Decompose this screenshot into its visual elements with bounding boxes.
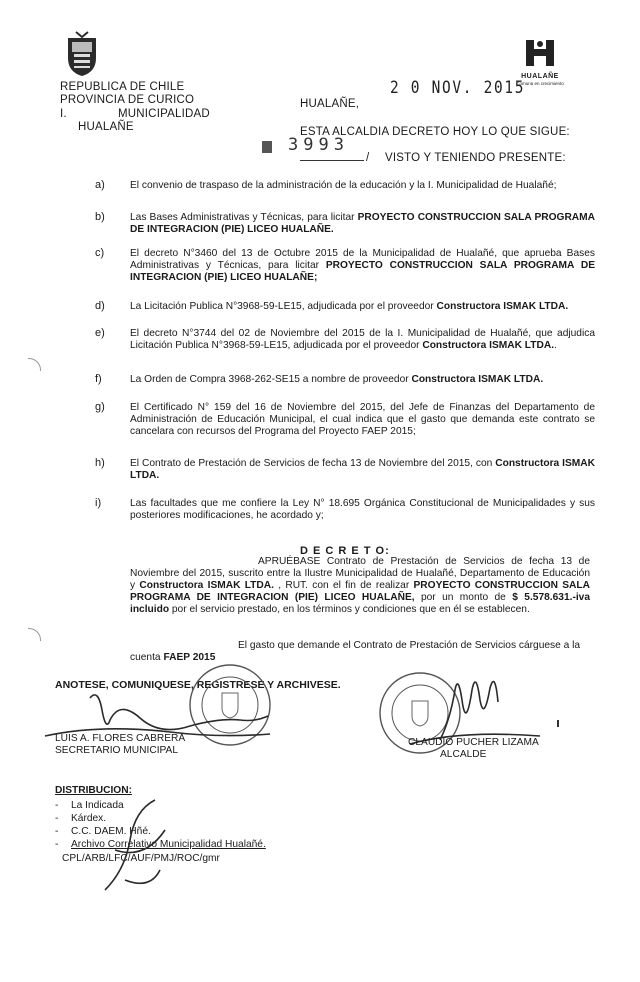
consideration-text-part: . [554,340,557,351]
distribution-initials: CPL/ARB/LFC/AUF/PMJ/ROC/gmr [62,853,220,864]
date-stamp: 2 0 NOV. 2015 [390,78,526,98]
decree-heading: D E C R E T O: [300,545,390,557]
consideration-text-part: Constructora ISMAK LTDA. [436,301,569,312]
left-signer-title: SECRETARIO MUNICIPAL [55,745,179,756]
consideration-letter: d) [95,300,105,312]
seen-label: VISTO Y TENIENDO PRESENTE: [385,152,566,164]
decree-text-part: , RUT. [273,580,313,591]
decree-text-part: con el fin de realizar [312,580,414,591]
distribution-bullet: - [55,800,59,811]
distribution-item-text: Kárdex. [71,813,107,824]
consideration-text-part: Constructora ISMAK LTDA. [130,458,595,481]
consideration-letter: b) [95,211,105,223]
logo-tagline: Comuna en crecimiento [516,81,564,86]
distribution-handwritten-mark-icon [95,790,175,900]
distribution-bullet: - [55,826,59,837]
consideration-text-part: El Certificado N° 159 del 16 de Noviembre del 2015, del Jefe de Finanzas del Departamento de Administración de Educación Municipal, el cual indica que el gasto que demanda este contrato se cancelara con recursos del Programa del Proyecto FAEP 2015; [130,402,595,437]
decree-number-underline [300,160,364,161]
consideration-text-part: El decreto N°3744 del 02 de Noviembre del 2015 de la I. Municipalidad de Hualañé, que adjudica Licitación Publica N°3968-59-LE15, adjudicada por el proveedor [130,328,595,351]
consideration-text-part: El decreto N°3460 del 13 de Octubre 2015 de la Municipalidad de Hualañé, que aprueba Bases Administrativas y Técnicas, para licitar [130,248,595,271]
logo-name: HUALAÑE [521,73,559,80]
header-republic: REPUBLICA DE CHILE [60,81,185,93]
consideration-text-part: El convenio de traspaso de la administración de la educación y la I. Municipalidad de Hualañé; [130,180,557,191]
consideration-text [130,248,595,284]
hualane-logo-icon [522,38,558,68]
distribution-heading: DISTRIBUCION: [55,785,132,796]
decree-expense-text: El gasto que demande el Contrato de Prestación de Servicios cárguese a la [238,640,581,651]
consideration-letter: e) [95,327,105,339]
decree-number: 3993 [288,135,349,155]
consideration-letter: f) [95,373,102,385]
decree-text-part: por un monto de [414,592,513,603]
consideration-text-part: El Contrato de Prestación de Servicios de fecha 13 de Noviembre del 2015, con [130,458,496,469]
consideration-text-part: Las Bases Administrativas y Técnicas, para licitar [130,212,358,223]
consideration-text [130,180,595,192]
decree-text-part: Constructora ISMAK LTDA. [139,580,274,591]
distribution-item-text: C.C. DAEM. Hñé. [71,826,151,837]
decree-text-part: PROYECTO CONSTRUCCION SALA PROGRAMA DE INTEGRACION (PIE) LICEO HUALAÑE, [130,580,590,603]
consideration-text [130,402,595,438]
consideration-text [130,498,595,522]
header-municipality-prefix: I. [60,108,67,120]
distribution-item-text: La Indicada [71,800,124,811]
consideration-text-part: PROYECTO CONSTRUCCION SALA PROGRAMA DE INTEGRACION (PIE) LICEO HUALAÑE; [130,260,595,283]
header-municipality: MUNICIPALIDAD [118,108,210,120]
consideration-text-part: PROYECTO CONSTRUCCION SALA PROGRAMA DE INTEGRACION (PIE) LICEO HUALAÑE. [130,212,595,235]
consideration-letter: c) [95,247,105,259]
consideration-text-part: La Orden de Compra 3968-262-SE15 a nombre de proveedor [130,374,412,385]
consideration-text-part: Las facultades que me confiere la Ley N° 18.695 Orgánica Constitucional de Municipalidades y sus posteriores modificaciones, he acordado y; [130,498,595,521]
left-signer-name: LUIS A. FLORES CABRERA [55,733,186,744]
header-province: PROVINCIA DE CURICO [60,94,195,106]
decree-text-part: APRUÉBASE Contrato de Prestación de Servicios de fecha 13 de Noviembre del 2015, suscrito entre la Ilustre Municipalidad de Hualañé, Departamento de Educación y [130,556,590,591]
date-city: HUALAÑE, [300,98,360,110]
distribution-bullet: - [55,839,59,850]
decree-intro: ESTA ALCALDIA DECRETO HOY LO QUE SIGUE: [300,126,570,138]
consideration-text [130,328,595,352]
consideration-letter: a) [95,179,105,191]
header-city: HUALAÑE [78,121,134,133]
consideration-letter: g) [95,401,105,413]
consideration-text [130,374,595,386]
right-signer-name: CLAUDIO PUCHER LIZAMA [408,737,539,748]
decree-text-part: $ 5.578.631.-iva incluido [130,592,591,615]
tick-mark [557,720,559,727]
consideration-text [130,458,595,482]
municipal-crest-icon [62,30,102,78]
punch-hole-mark-icon [28,628,41,641]
distribution-bullet: - [55,813,59,824]
consideration-text-part: Constructora ISMAK LTDA. [411,374,544,385]
decree-cuenta-label: cuenta [130,652,161,663]
consideration-text-part: La Licitación Publica N°3968-59-LE15, adjudicada por el proveedor [130,301,437,312]
consideration-letter: h) [95,457,105,469]
consideration-text [130,301,595,313]
seen-slash: / [366,152,370,164]
closing-statement: ANOTESE, COMUNIQUESE, REGISTRESE Y ARCHIVESE. [55,679,341,691]
stamp-mark-icon [262,141,272,153]
right-signer-title: ALCALDE [440,749,487,760]
consideration-text [130,212,595,236]
distribution-item-text: Archivo Correlativo Municipalidad Hualañé. [71,839,266,850]
decree-approval-paragraph [130,556,590,616]
consideration-letter: i) [95,497,102,509]
decree-account: FAEP 2015 [163,652,216,663]
punch-hole-mark-icon [28,358,41,371]
decree-text-part: por el servicio prestado, en los términos y condiciones que en él se establecen. [169,604,530,615]
consideration-text-part: Constructora ISMAK LTDA. [422,340,555,351]
